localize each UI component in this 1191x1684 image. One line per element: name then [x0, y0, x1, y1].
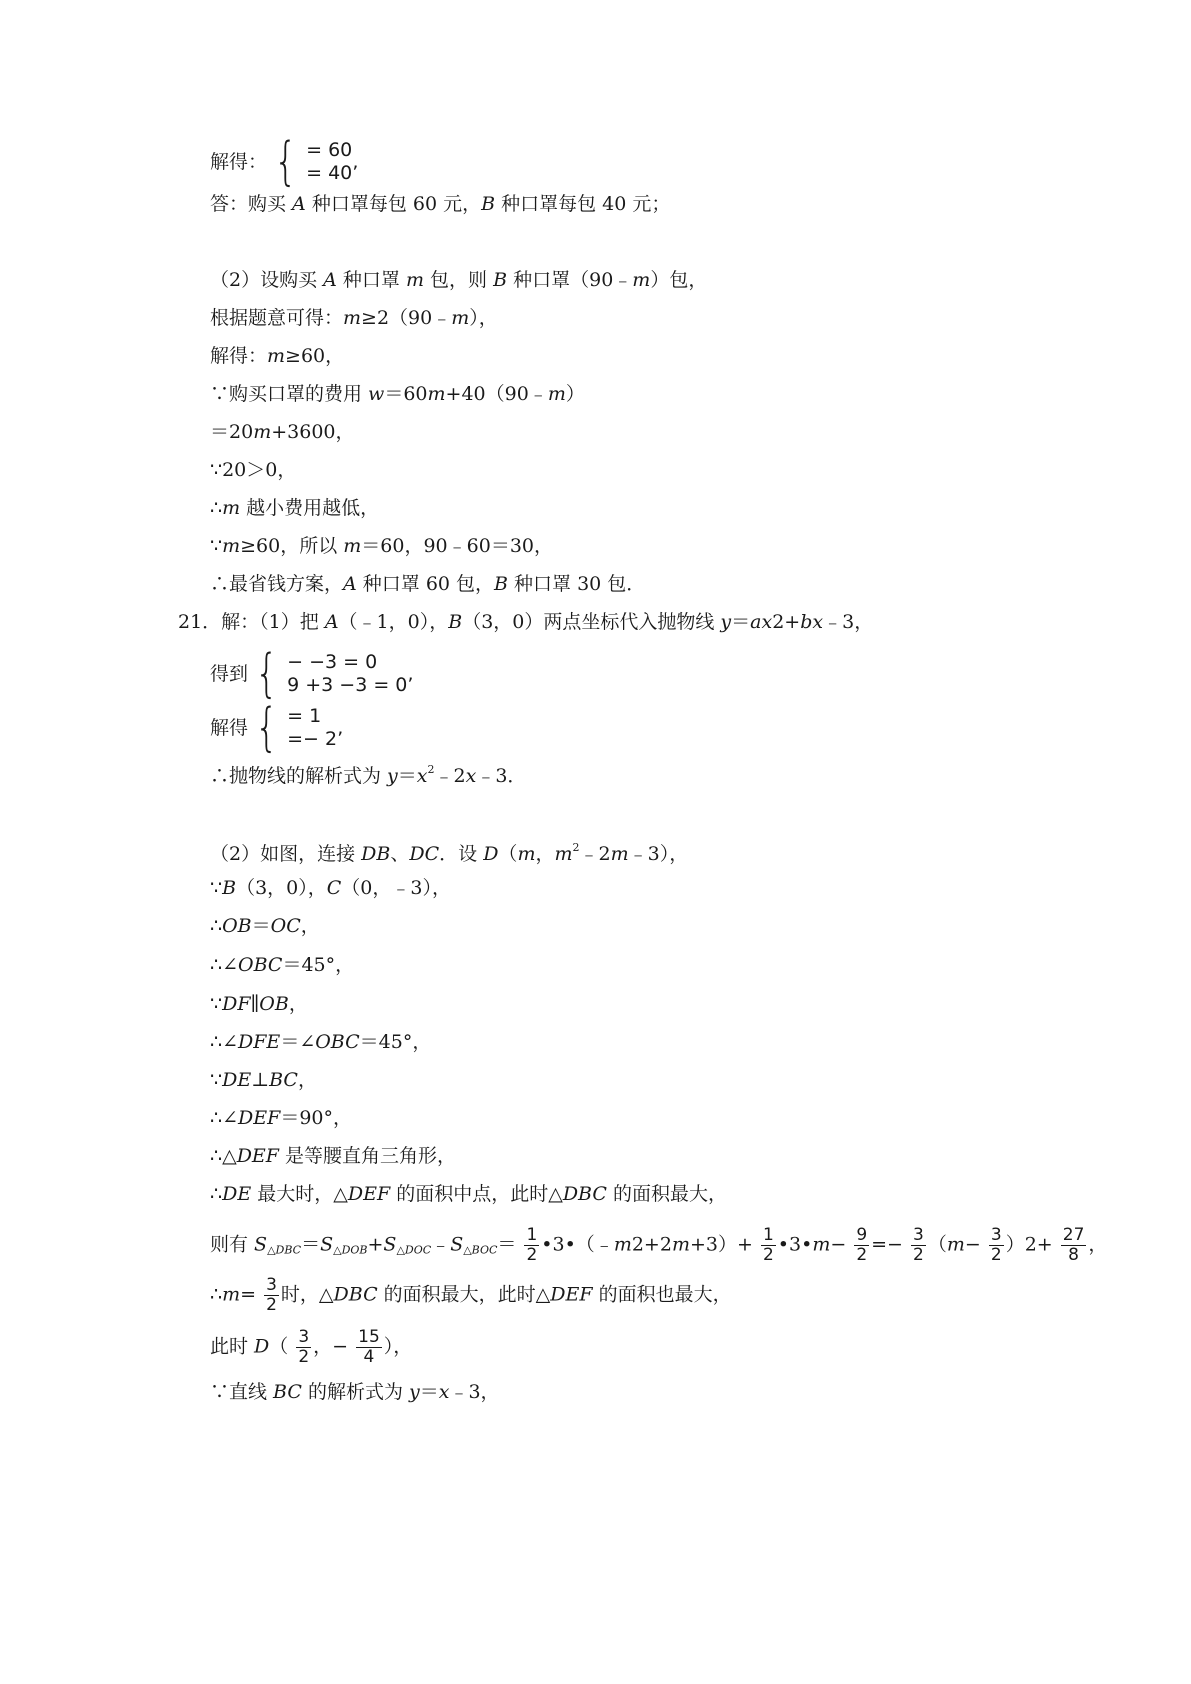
text-line	[210, 380, 585, 408]
text-segment: ﹣3．	[476, 765, 527, 787]
math-var: m	[222, 1283, 241, 1306]
text-segment: ，	[535, 843, 555, 865]
fraction-three-halves	[989, 1226, 1004, 1265]
text-segment: ）包，	[650, 269, 708, 291]
answer-line	[210, 190, 670, 218]
text-segment: ∴抛物线的解析式为	[210, 765, 388, 787]
text-segment: （	[498, 843, 518, 865]
text-segment: ≥60，	[285, 345, 345, 367]
math-var: m	[222, 497, 241, 519]
text-segment: 种口罩（90﹣	[507, 269, 633, 291]
math-text: ﹣	[431, 1233, 451, 1256]
math-var: y	[409, 1381, 420, 1403]
math-var: D	[254, 1335, 270, 1358]
math-var: ax	[750, 611, 773, 633]
math-text: ，−	[313, 1335, 349, 1358]
math-var: DEF	[238, 1107, 281, 1129]
text-line	[210, 1028, 431, 1056]
text-segment: +3600，	[271, 421, 355, 443]
math-var: m	[222, 535, 241, 557]
math-var: DE	[222, 1183, 252, 1205]
got-label: 得到	[210, 663, 249, 685]
text-segment: ∴最省钱方案，	[210, 573, 344, 595]
text-line	[210, 951, 354, 979]
denominator: 2	[762, 1245, 774, 1265]
text-segment: ，	[288, 993, 308, 1015]
text-line	[210, 494, 379, 522]
denominator: 8	[1068, 1245, 1079, 1265]
text-segment: ≥2（90﹣	[361, 307, 452, 329]
text-segment: 的面积中点，此时△	[390, 1183, 563, 1205]
math-text: ＝	[301, 1233, 321, 1256]
math-var: B	[494, 573, 509, 595]
text-line	[210, 1104, 352, 1132]
math-var: DC	[409, 843, 440, 865]
numerator: 1	[762, 1225, 774, 1245]
math-var: y	[387, 765, 398, 787]
math-var: m	[547, 383, 566, 405]
numerator: 1	[526, 1225, 538, 1245]
text-segment: ∴∠	[210, 954, 239, 976]
math-text: 的面积最大，此时△	[377, 1283, 551, 1306]
area-symbol: S	[254, 1233, 268, 1256]
equation-row: =− 2’	[287, 728, 344, 750]
text-line	[210, 342, 344, 370]
text-line	[210, 1142, 456, 1170]
math-var: DEF	[347, 1183, 391, 1205]
denominator: 2	[526, 1245, 538, 1265]
fraction-nine-halves	[854, 1226, 869, 1265]
text-segment: ＝	[731, 611, 751, 633]
math-text: +3）+	[689, 1233, 753, 1256]
text-segment: （﹣1，0），	[338, 611, 449, 633]
text-line	[210, 1180, 727, 1208]
denominator: 2	[913, 1245, 924, 1265]
math-text: +	[367, 1233, 384, 1256]
math-text: （	[927, 1233, 947, 1256]
text-segment: ＝60，90﹣60＝30，	[361, 535, 554, 557]
math-var: DBC	[562, 1183, 607, 1205]
math-text: ，	[1088, 1233, 1108, 1256]
math-var: A	[292, 193, 306, 215]
text-segment: ≥60，所以	[240, 535, 344, 557]
solve-label: 解得	[210, 717, 249, 739]
text-line	[210, 418, 355, 446]
text-segment: ﹣3，	[823, 611, 874, 633]
area-subscript: △DOB	[333, 1243, 368, 1257]
text-segment: （2）设购买	[210, 269, 324, 291]
text-segment: （2）如图，连接	[210, 843, 362, 865]
text-segment: 的解析式为	[301, 1381, 409, 1403]
numerator: 27	[1062, 1225, 1085, 1245]
text-segment: （0，﹣3），	[341, 877, 451, 899]
math-var: B	[448, 611, 463, 633]
text-segment: ∴	[210, 497, 223, 519]
text-segment: 种口罩 60 包，	[356, 573, 495, 595]
denominator: 2	[990, 1245, 1002, 1265]
math-var: x	[465, 765, 477, 787]
fraction-27-eighths	[1061, 1226, 1087, 1265]
text-segment: ∵	[210, 535, 223, 557]
fraction-one-half	[524, 1226, 539, 1265]
math-var: y	[720, 611, 732, 633]
text-segment: ＝∠	[280, 1031, 316, 1053]
area-formula-line	[210, 1226, 1107, 1265]
math-var: OB	[259, 993, 289, 1015]
text-segment: ∴∠	[210, 1107, 239, 1129]
point-d-line	[210, 1328, 412, 1367]
math-text: ）2+	[1005, 1233, 1053, 1256]
text-line	[210, 1066, 317, 1094]
text-line	[210, 570, 645, 598]
text-segment: 是等腰直角三角形，	[279, 1145, 457, 1167]
text-segment: ．设	[439, 843, 484, 865]
text-segment: 2+	[772, 611, 801, 633]
text-line	[210, 532, 553, 560]
math-var: C	[326, 877, 342, 899]
substituted-system-line	[210, 644, 414, 704]
equation-row: = 40’	[306, 162, 359, 184]
denominator: 2	[266, 1295, 277, 1315]
math-var: m	[671, 1233, 690, 1256]
numerator: 15	[358, 1327, 380, 1347]
solved-system-line	[210, 698, 344, 758]
text-segment: 种口罩	[336, 269, 406, 291]
math-var: m	[253, 421, 272, 443]
math-var: m	[343, 307, 362, 329]
solve-system-line	[210, 132, 359, 192]
text-segment: ＝60	[384, 383, 428, 405]
math-var: B	[481, 193, 496, 215]
math-var: m	[554, 843, 573, 865]
question-21-heading	[178, 608, 873, 636]
solve-label: 解得：	[210, 151, 268, 173]
part2-setup-line	[210, 834, 688, 868]
equation-rows	[287, 705, 343, 751]
area-subscript: △DBC	[267, 1243, 302, 1257]
math-var: m	[267, 345, 286, 367]
math-var: m	[610, 843, 629, 865]
math-var: A	[343, 573, 357, 595]
text-segment: ∴∠	[210, 1031, 239, 1053]
fraction-three-halves	[296, 1328, 311, 1367]
equation-row: = 1	[287, 705, 322, 727]
math-var: m	[632, 269, 651, 291]
text-segment: ∵购买口罩的费用	[210, 383, 369, 405]
text-line	[210, 874, 451, 902]
text-segment: ﹣2	[434, 765, 466, 787]
substituted-system	[210, 644, 414, 704]
text-segment: 21．解：（1）把	[178, 611, 325, 633]
denominator: 4	[363, 1347, 375, 1367]
math-var: bx	[800, 611, 824, 633]
text-segment: ﹣3），	[628, 843, 689, 865]
math-text: −	[830, 1233, 847, 1256]
text-segment: ∴	[210, 915, 223, 937]
math-var: B	[222, 877, 237, 899]
equation-rows	[306, 139, 358, 185]
text-segment: ∵	[210, 877, 223, 899]
equation-rows	[287, 651, 413, 697]
math-var: x	[438, 1381, 450, 1403]
math-var: w	[368, 383, 385, 405]
math-var: BC	[269, 1069, 298, 1091]
math-var: m	[812, 1233, 831, 1256]
superscript: 2	[572, 841, 580, 854]
math-var: m	[343, 535, 362, 557]
math-text: −	[964, 1233, 981, 1256]
superscript: 2	[427, 763, 435, 776]
math-var: OC	[270, 915, 301, 937]
numerator: 3	[266, 1275, 277, 1295]
math-text: ＝	[497, 1233, 517, 1256]
text-segment: ∵20＞0，	[210, 459, 297, 481]
text-segment: 最大时，△	[251, 1183, 348, 1205]
text-segment: ，	[297, 1069, 317, 1091]
math-var: OB	[222, 915, 252, 937]
math-var: OBC	[238, 954, 283, 976]
math-var: m	[451, 307, 470, 329]
left-brace: {	[273, 132, 298, 192]
text-segment: +40（90﹣	[445, 383, 548, 405]
numerator: 3	[913, 1225, 924, 1245]
text-segment: ），	[469, 307, 498, 329]
left-brace: {	[254, 698, 279, 758]
math-var: BC	[273, 1381, 302, 1403]
text-segment: ∴	[210, 1183, 223, 1205]
text-segment: （3，0），	[236, 877, 327, 899]
math-var: m	[427, 383, 446, 405]
solution-system	[210, 132, 359, 192]
math-text: =−	[871, 1233, 903, 1256]
text-segment: ∵直线	[210, 1381, 274, 1403]
text-segment: ∵	[210, 1069, 223, 1091]
math-text: •3•	[777, 1233, 813, 1256]
area-symbol: S	[450, 1233, 464, 1256]
text-segment: ＝	[419, 1381, 439, 1403]
math-var: A	[324, 611, 339, 633]
text-line	[210, 990, 308, 1018]
numerator: 9	[856, 1225, 868, 1245]
text-segment: 包，则	[424, 269, 494, 291]
math-var: m	[517, 843, 536, 865]
text-segment: ）	[565, 383, 585, 405]
text-segment: ﹣3，	[449, 1381, 500, 1403]
text-segment: （3，0）两点坐标代入抛物线	[462, 611, 721, 633]
equation-row: 9 +3 −3 = 0’	[287, 674, 414, 696]
area-symbol: S	[383, 1233, 397, 1256]
math-var: x	[416, 765, 428, 787]
equation-row: = 60	[306, 139, 353, 161]
fraction-three-halves	[911, 1226, 926, 1265]
numerator: 3	[298, 1327, 310, 1347]
text-segment: 、	[390, 843, 410, 865]
parabola-expression-line	[210, 756, 526, 790]
math-var: DE	[222, 1069, 252, 1091]
math-var: m	[946, 1233, 965, 1256]
text-segment: ∴△	[210, 1145, 237, 1167]
text-segment: 答：购买	[210, 193, 293, 215]
area-subscript: △BOC	[463, 1243, 498, 1257]
text-segment: 种口罩每包 40 元；	[495, 193, 671, 215]
denominator: 2	[856, 1245, 868, 1265]
text-segment: 种口罩每包 60 元，	[305, 193, 482, 215]
math-var: DB	[361, 843, 391, 865]
area-symbol: S	[320, 1233, 334, 1256]
solved-system	[210, 698, 344, 758]
text-line	[210, 304, 498, 332]
fraction-15-quarters	[356, 1328, 382, 1367]
math-var: B	[493, 269, 508, 291]
math-text: ），	[383, 1335, 413, 1358]
math-text: =	[240, 1283, 257, 1306]
text-line	[210, 456, 296, 484]
area-prefix: 则有	[210, 1233, 255, 1256]
left-brace: {	[254, 644, 279, 704]
math-text: 时，△	[280, 1283, 334, 1306]
max-area-line	[210, 1276, 732, 1315]
denominator: 2	[298, 1347, 310, 1367]
math-text: 的面积也最大，	[592, 1283, 732, 1306]
fraction-one-half	[761, 1226, 776, 1265]
math-var: DFE	[238, 1031, 281, 1053]
fraction-three-halves	[264, 1276, 279, 1315]
text-segment: ＝90°，	[280, 1107, 352, 1129]
numerator: 3	[990, 1225, 1002, 1245]
text-segment: ＝20	[210, 421, 254, 443]
part2-intro	[210, 266, 707, 294]
text-segment: ＝45°，	[282, 954, 355, 976]
math-var: DBC	[333, 1283, 378, 1306]
text-segment: 解得：	[210, 345, 268, 367]
math-var: DEF	[550, 1283, 593, 1306]
text-segment: ＝	[397, 765, 417, 787]
math-text: 2+2	[631, 1233, 672, 1256]
text-segment: 越小费用越低，	[240, 497, 380, 519]
text-segment: 的面积最大，	[606, 1183, 727, 1205]
text-segment: ∥	[250, 993, 260, 1015]
text-segment: 根据题意可得：	[210, 307, 344, 329]
text-segment: ＝45°，	[359, 1031, 432, 1053]
text-segment: ⊥	[251, 1069, 270, 1091]
line-bc-expression	[210, 1378, 500, 1406]
text-segment: ，	[300, 915, 320, 937]
math-var: D	[483, 843, 499, 865]
text-segment: ∵	[210, 993, 223, 1015]
text-line	[210, 912, 320, 940]
text-segment: ＝	[251, 915, 271, 937]
math-var: m	[613, 1233, 632, 1256]
area-subscript: △DOC	[396, 1243, 432, 1257]
math-text: ∴	[210, 1283, 223, 1306]
text-segment: ﹣2	[579, 843, 611, 865]
math-var: m	[405, 269, 424, 291]
equation-row: − −3 = 0	[287, 651, 378, 673]
math-var: DEF	[236, 1145, 279, 1167]
math-text: •3•（﹣	[541, 1233, 614, 1256]
text-segment: 种口罩 30 包．	[508, 573, 646, 595]
math-text: 此时	[210, 1335, 255, 1358]
math-var: A	[323, 269, 337, 291]
math-text: （	[269, 1335, 289, 1358]
math-var: DF	[222, 993, 251, 1015]
math-var: OBC	[315, 1031, 360, 1053]
